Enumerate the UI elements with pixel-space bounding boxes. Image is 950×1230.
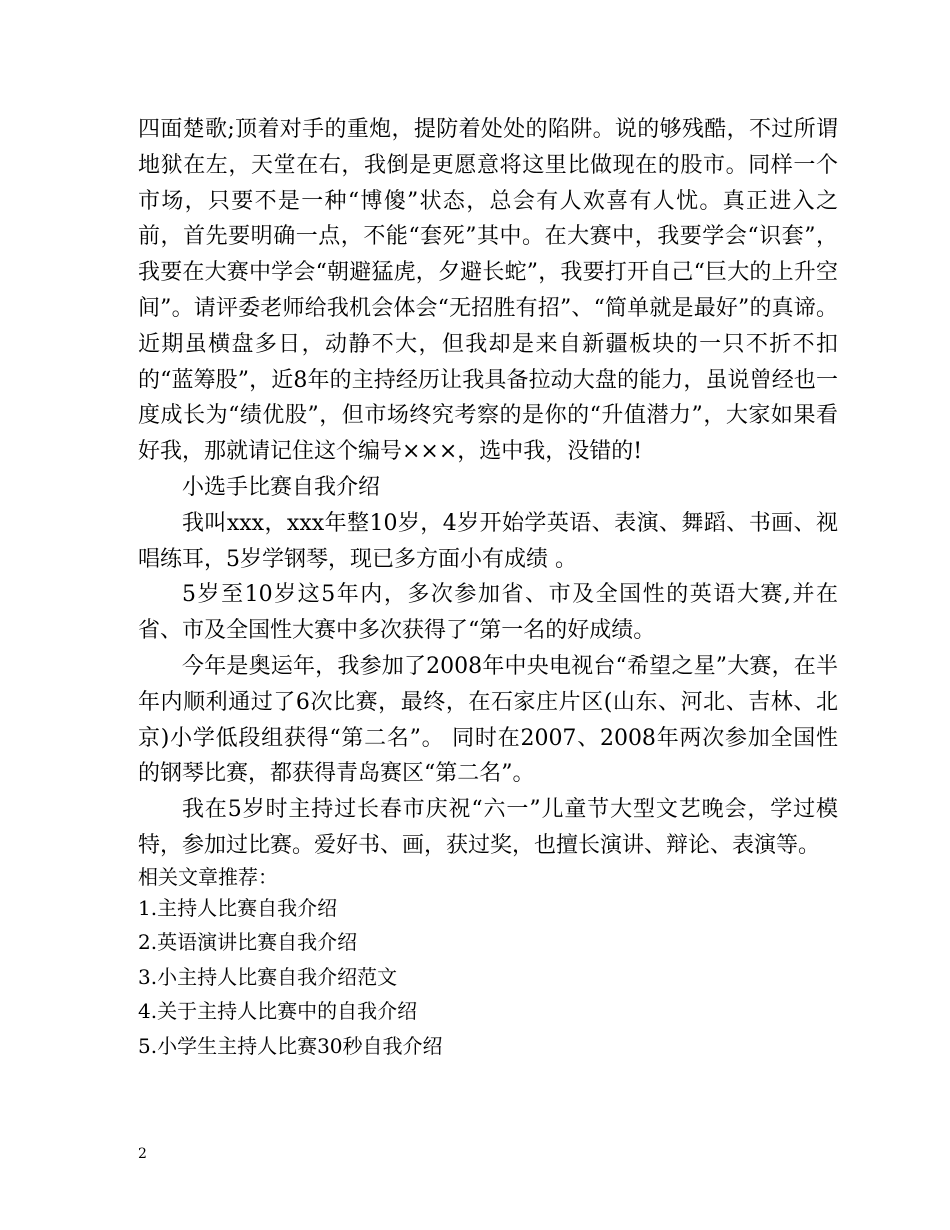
section-paragraph-3: 今年是奥运年，我参加了2008年中央电视台“希望之星”大赛，在半年内顺利通过了6次比赛，最终，在石家庄片区(山东、河北、吉林、北京)小学低段组获得“第二名”。 同时在2007、2008年两次参加全国性的钢琴比赛，都获得青岛赛区“第二名”。	[138, 653, 838, 787]
related-article-link[interactable]: 1.主持人比赛自我介绍	[138, 895, 338, 920]
related-articles-list	[138, 891, 838, 1064]
intro-paragraph: 四面楚歌;顶着对手的重炮，提防着处处的陷阱。说的够残酷，不过所谓地狱在左，天堂在右，我倒是更愿意将这里比做现在的股市。同样一个市场，只要不是一种“博傻”状态，总会有人欢喜有人忧。真正进入之前，首先要明确一点，不能“套死”其中。在大赛中，我要学会“识套”，我要在大赛中学会“朝避猛虎，夕避长蛇”，我要打开自己“巨大的上升空间”。请评委老师给我机会体会“无招胜有招”、“简单就是最好”的真谛。近期虽横盘多日，动静不大，但我却是来自新疆板块的一只不折不扣的“蓝筹股”，近8年的主持经历让我具备拉动大盘的能力，虽说曾经也一度成长为“绩优股”，但市场终究考察的是你的“升值潜力”，大家如果看好我，那就请记住这个编号×××，选中我，没错的!	[138, 117, 838, 465]
related-article-link[interactable]: 5.小学生主持人比赛30秒自我介绍	[138, 1033, 443, 1058]
related-article-link[interactable]: 4.关于主持人比赛中的自我介绍	[138, 999, 418, 1024]
section-paragraph-4: 我在5岁时主持过长春市庆祝“六一”儿童节大型文艺晚会，学过模特，参加过比赛。爱好书、画，获过奖，也擅长演讲、辩论、表演等。	[138, 797, 838, 858]
related-article-link[interactable]: 3.小主持人比赛自我介绍范文	[138, 964, 398, 989]
section-paragraph-2: 5岁至10岁这5年内，多次参加省、市及全国性的英语大赛,并在省、市及全国性大赛中多次获得了“第一名的好成绩。	[138, 582, 838, 644]
related-article-link[interactable]: 2.英语演讲比赛自我介绍	[138, 930, 358, 955]
section-heading: 小选手比赛自我介绍	[182, 474, 381, 500]
page-number: 2	[138, 1146, 147, 1162]
related-articles-title: 相关文章推荐：	[138, 864, 278, 889]
section-paragraph-1: 我叫xxx，xxx年整10岁，4岁开始学英语、表演、舞蹈、书画、视唱练耳，5岁学钢琴，现已多方面小有成绩 。	[138, 510, 838, 572]
document-body	[138, 112, 838, 1063]
